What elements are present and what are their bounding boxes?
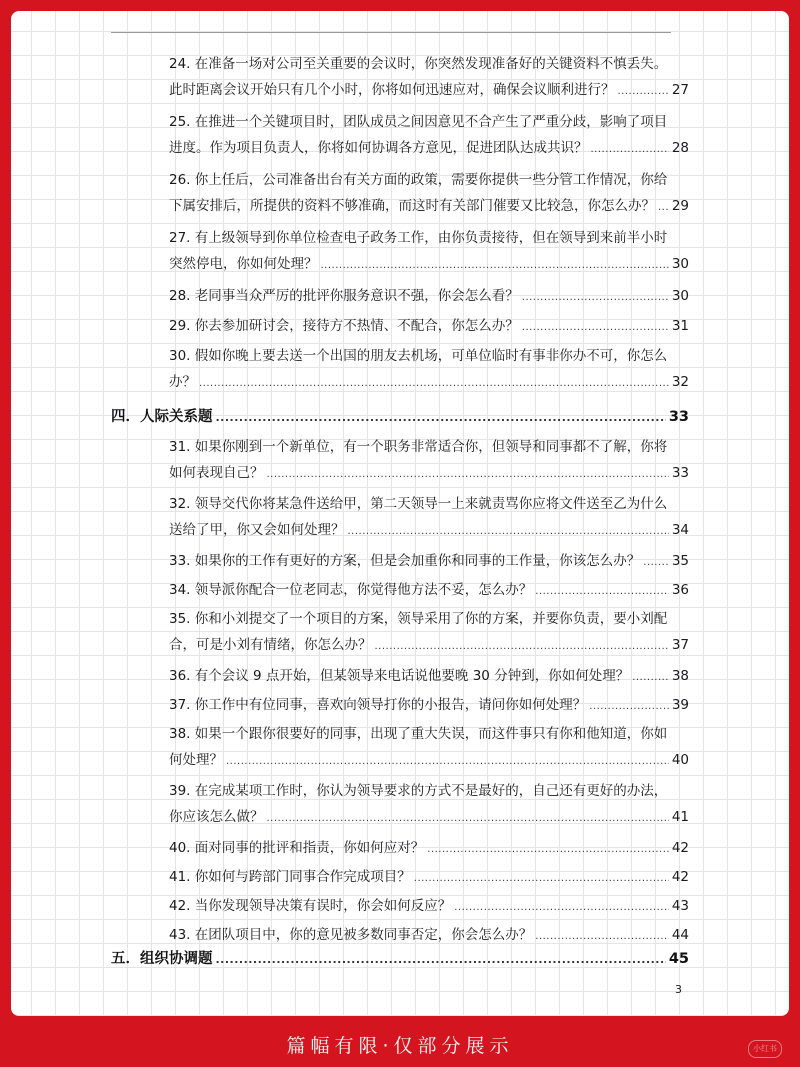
toc-entry[interactable] <box>169 109 689 161</box>
entry-page-number: 41 <box>671 809 689 825</box>
entry-page-number: 29 <box>671 198 689 214</box>
entry-text-line1: 24. 在准备一场对公司至关重要的会议时，你突然发现准备好的关键资料不慎丢失。 <box>169 56 668 72</box>
entry-text: 33. 如果你的工作有更好的方案，但是会加重你和同事的工作量，你该怎么办？ <box>169 553 641 569</box>
dot-leader <box>267 806 669 832</box>
dot-leader <box>226 749 669 775</box>
entry-page-number: 42 <box>671 869 689 885</box>
toc-entry[interactable] <box>169 225 689 277</box>
section-title: 五．组织协调题 <box>111 951 213 967</box>
dot-leader <box>618 79 669 105</box>
entry-text: 29. 你去参加研讨会，接待方不热情、不配合，你怎么办？ <box>169 318 519 334</box>
section-title: 四．人际关系题 <box>111 409 213 425</box>
entry-text: 36. 有个会议 9 点开始，但某领导来电话说他要晚 30 分钟到，你如何处理？ <box>169 668 630 684</box>
entry-text: 此时距离会议开始只有几个小时，你将如何迅速应对，确保会议顺利进行？ <box>169 82 615 98</box>
dot-leader <box>522 315 669 341</box>
toc-entry[interactable] <box>169 835 689 861</box>
entry-text: 何处理？ <box>169 752 223 768</box>
entry-page-number: 42 <box>671 840 689 856</box>
toc-entry[interactable] <box>169 922 689 948</box>
dot-leader <box>591 137 669 163</box>
entry-page-number: 36 <box>671 582 689 598</box>
watermark-logo: 小红书 <box>748 1040 782 1058</box>
dot-leader <box>632 665 669 691</box>
entry-page-number: 31 <box>671 318 689 334</box>
entry-text-line1: 32. 领导交代你将某急件送给甲，第二天领导一上来就责骂你应将文件送至乙为什么 <box>169 496 668 512</box>
entry-text-line1: 25. 在推进一个关键项目时，团队成员之间因意见不合产生了严重分歧，影响了项目 <box>169 114 668 130</box>
entry-text: 你应该怎么做？ <box>169 809 264 825</box>
dot-leader <box>216 947 666 973</box>
entry-page-number: 35 <box>671 553 689 569</box>
entry-text-line1: 30. 假如你晚上要去送一个出国的朋友去机场，可单位临时有事非你办不可，你怎么 <box>169 348 668 364</box>
toc-entry[interactable] <box>169 663 689 689</box>
entry-text-line1: 31. 如果你刚到一个新单位，有一个职务非常适合你，但领导和同事都不了解，你将 <box>169 439 668 455</box>
toc-entry[interactable] <box>169 167 689 219</box>
dot-leader <box>267 462 669 488</box>
dot-leader <box>658 195 669 221</box>
dot-leader <box>199 371 669 397</box>
toc-entry[interactable] <box>169 313 689 339</box>
dot-leader <box>216 405 666 431</box>
entry-page-number: 28 <box>671 140 689 156</box>
entry-page-number: 33 <box>671 465 689 481</box>
entry-text: 34. 领导派你配合一位老同志，你觉得他方法不妥，怎么办？ <box>169 582 533 598</box>
toc-entry[interactable] <box>169 577 689 603</box>
toc-entry[interactable] <box>169 606 689 658</box>
entry-page-number: 34 <box>671 522 689 538</box>
section-heading-4[interactable] <box>111 404 689 430</box>
toc-entry[interactable] <box>169 864 689 890</box>
dot-leader <box>643 550 669 576</box>
entry-page-number: 30 <box>671 288 689 304</box>
entry-text: 进度。作为项目负责人，你将如何协调各方意见，促进团队达成共识？ <box>169 140 588 156</box>
toc-entry[interactable] <box>169 548 689 574</box>
toc-entry[interactable] <box>169 778 689 830</box>
entry-text: 28. 老同事当众严厉的批评你服务意识不强，你会怎么看？ <box>169 288 519 304</box>
entry-page-number: 38 <box>671 668 689 684</box>
entry-text: 合，可是小刘有情绪，你怎么办？ <box>169 637 372 653</box>
entry-page-number: 39 <box>671 697 689 713</box>
entry-text-line1: 35. 你和小刘提交了一个项目的方案，领导采用了你的方案，并要你负责，要小刘配 <box>169 611 668 627</box>
toc-entry[interactable] <box>169 692 689 718</box>
toc-entry[interactable] <box>169 721 689 773</box>
entry-text: 42. 当你发现领导决策有误时，你会如何反应？ <box>169 898 452 914</box>
toc-entry[interactable] <box>169 343 689 395</box>
entry-text-line1: 39. 在完成某项工作时，你认为领导要求的方式不是最好的，自己还有更好的办法， <box>169 783 668 799</box>
footer-banner: 篇幅有限·仅部分展示 <box>286 1034 514 1057</box>
dot-leader <box>522 285 669 311</box>
dot-leader <box>427 837 669 863</box>
entry-page-number: 40 <box>671 752 689 768</box>
toc-entry[interactable] <box>169 893 689 919</box>
entry-page-number: 27 <box>671 82 689 98</box>
page-number: 3 <box>675 983 682 996</box>
entry-text: 43. 在团队项目中，你的意见被多数同事否定，你会怎么办？ <box>169 927 533 943</box>
toc-entry[interactable] <box>169 434 689 486</box>
entry-text: 37. 你工作中有位同事，喜欢向领导打你的小报告，请问你如何处理？ <box>169 697 587 713</box>
entry-page-number: 44 <box>671 927 689 943</box>
dot-leader <box>414 866 669 892</box>
table-of-contents <box>11 11 789 1016</box>
section-page-number: 33 <box>668 409 689 425</box>
section-page-number: 45 <box>668 951 689 967</box>
entry-text-line1: 27. 有上级领导到你单位检查电子政务工作，由你负责接待，但在领导到来前半小时 <box>169 230 668 246</box>
section-heading-5[interactable] <box>111 946 689 972</box>
entry-text-line1: 38. 如果一个跟你很要好的同事，出现了重大失误，而这件事只有你和他知道，你如 <box>169 726 668 742</box>
dot-leader <box>375 634 669 660</box>
entry-page-number: 30 <box>671 256 689 272</box>
dot-leader <box>321 253 669 279</box>
entry-text: 41. 你如何与跨部门同事合作完成项目？ <box>169 869 411 885</box>
entry-page-number: 43 <box>671 898 689 914</box>
entry-text-line1: 26. 你上任后，公司准备出台有关方面的政策，需要你提供一些分管工作情况，你给 <box>169 172 668 188</box>
dot-leader <box>589 694 669 720</box>
toc-entry[interactable] <box>169 51 689 103</box>
entry-page-number: 32 <box>671 374 689 390</box>
entry-text: 下属安排后，所提供的资料不够准确，而这时有关部门催要又比较急，你怎么办？ <box>169 198 655 214</box>
toc-entry[interactable] <box>169 491 689 543</box>
entry-text: 如何表现自己？ <box>169 465 264 481</box>
entry-text: 办？ <box>169 374 196 390</box>
entry-text: 40. 面对同事的批评和指责，你如何应对？ <box>169 840 425 856</box>
entry-text: 送给了甲，你又会如何处理？ <box>169 522 345 538</box>
toc-entry[interactable] <box>169 283 689 309</box>
entry-page-number: 37 <box>671 637 689 653</box>
dot-leader <box>535 579 669 605</box>
entry-text: 突然停电，你如何处理？ <box>169 256 318 272</box>
document-page <box>11 11 789 1016</box>
dot-leader <box>454 895 669 921</box>
dot-leader <box>348 519 669 545</box>
